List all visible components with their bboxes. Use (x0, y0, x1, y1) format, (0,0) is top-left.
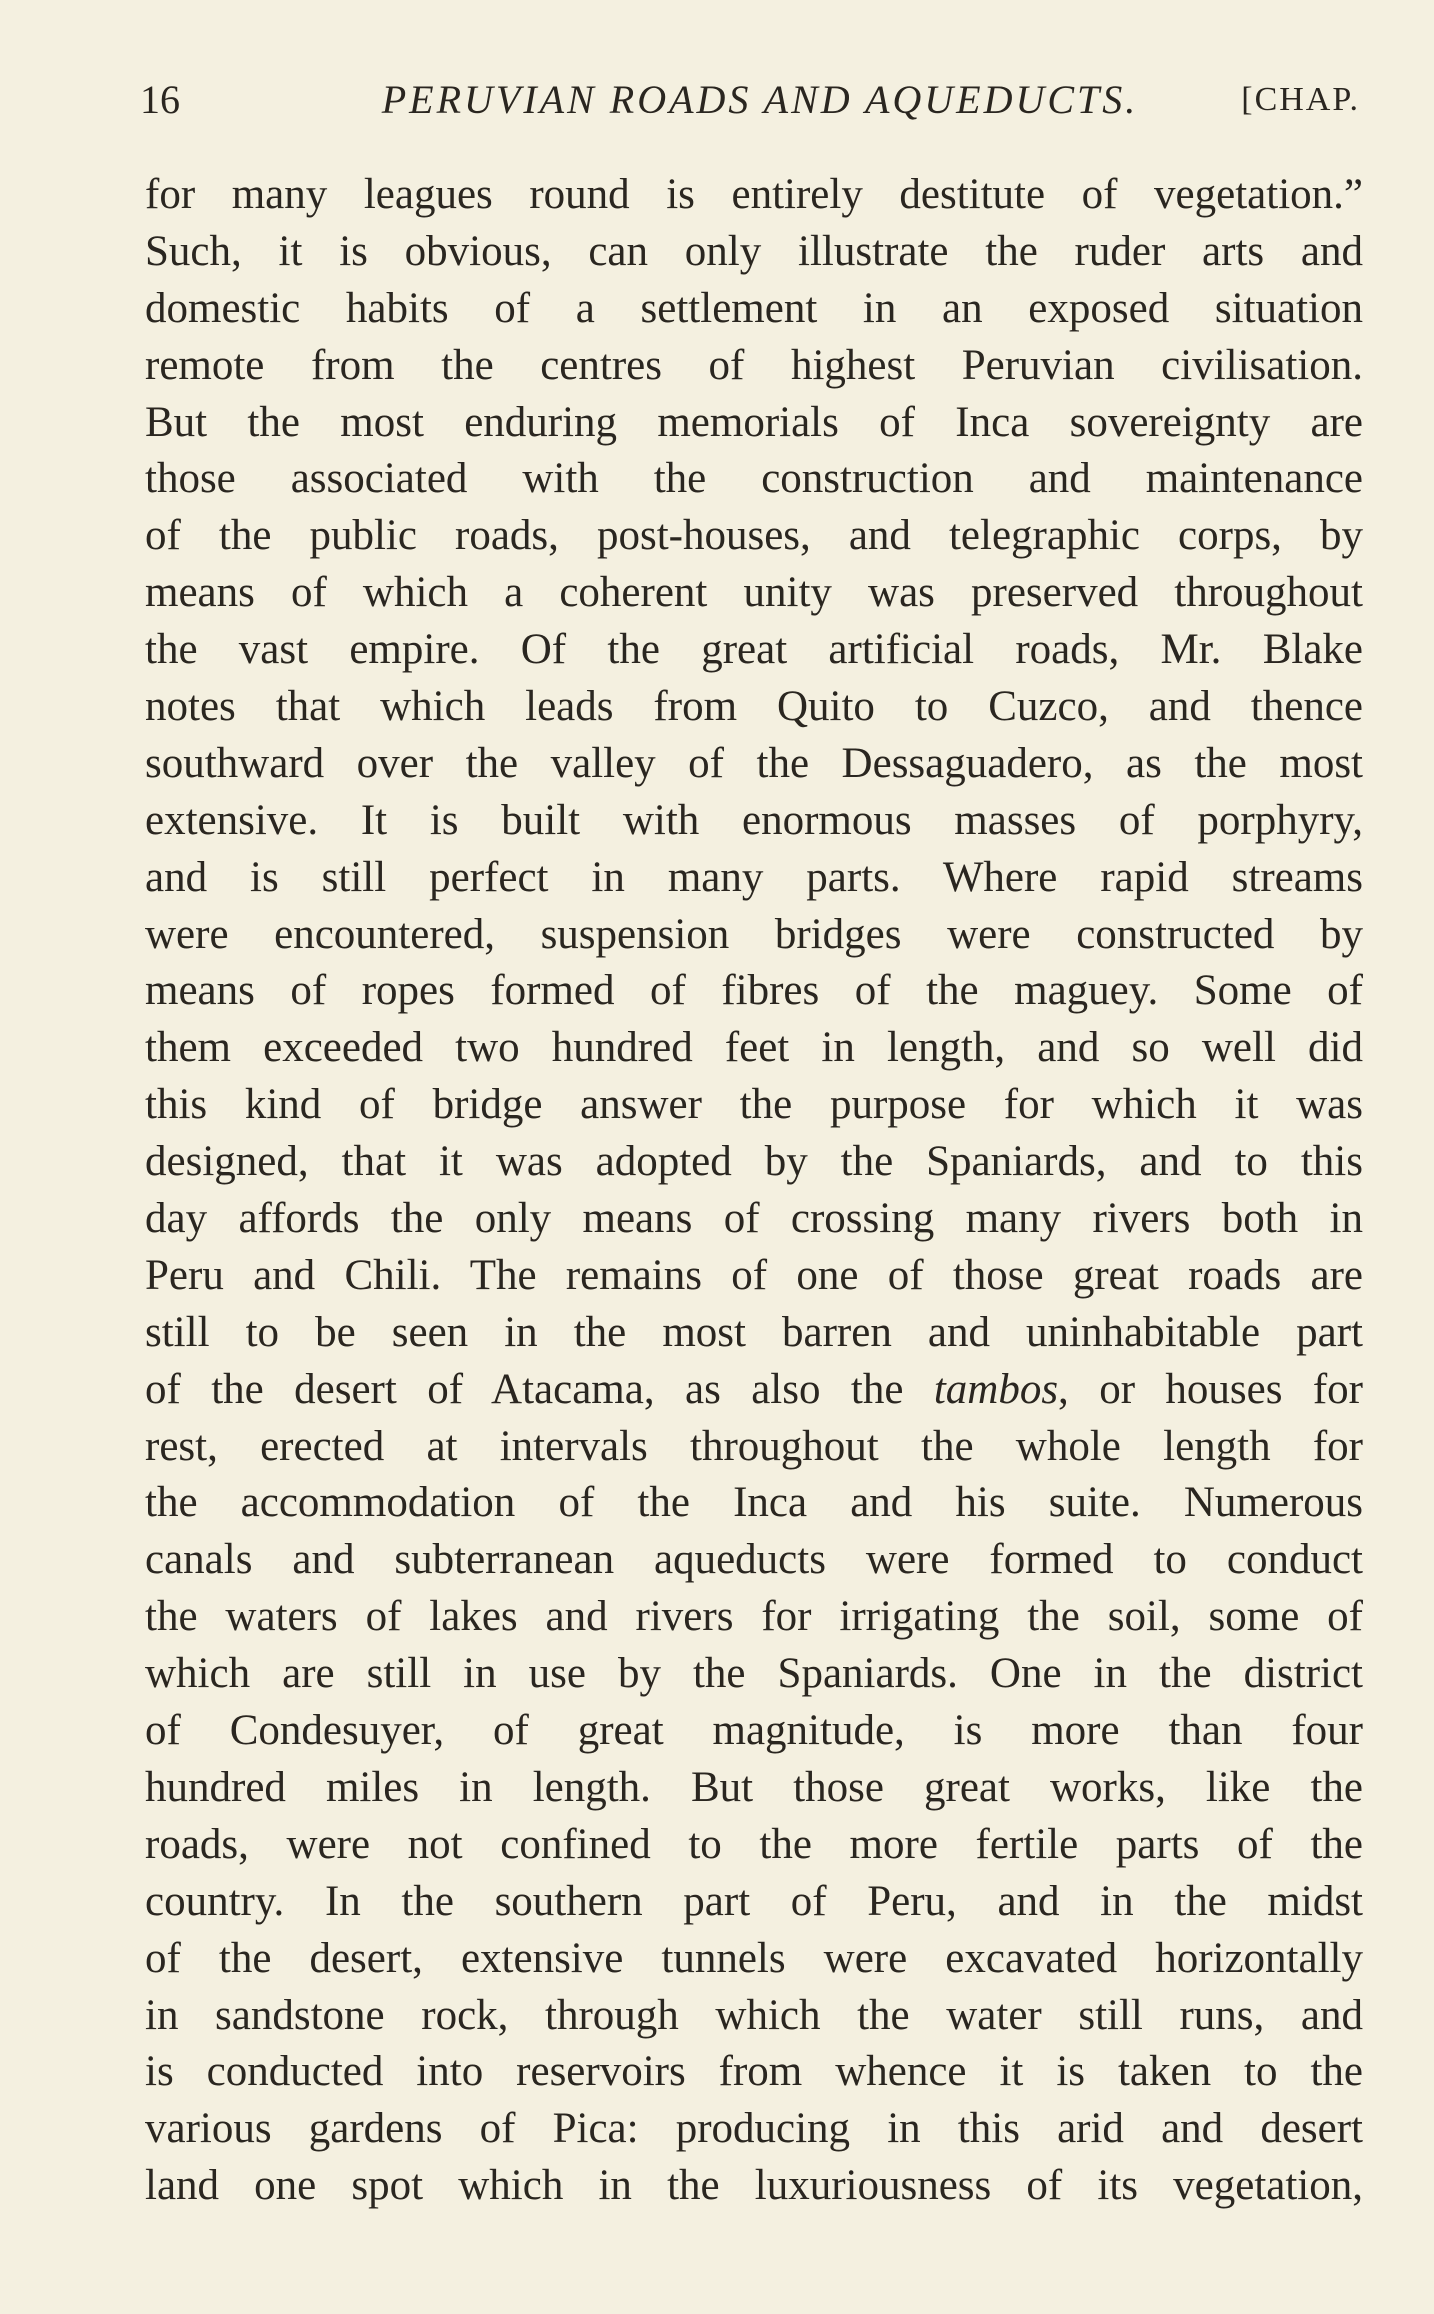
text-segment: , or houses for (1058, 1365, 1363, 1413)
text-line: of the desert, extensive tunnels were excavated horizontally (145, 1934, 1363, 1982)
text-line: notes that which leads from Quito to Cuzco, and thence (145, 683, 1363, 731)
text-line: the accommodation of the Inca and his suite. Numerous (145, 1479, 1363, 1527)
text-segment: of the desert of Atacama, as also the (145, 1365, 904, 1413)
text-line: still to be seen in the most barren and uninhabitable part (145, 1308, 1363, 1356)
text-line: designed, that it was adopted by the Spaniards, and to this (145, 1138, 1363, 1186)
text-line: and is still perfect in many parts. Where rapid streams (145, 853, 1363, 901)
text-line: of the public roads, post-houses, and telegraphic corps, by (145, 512, 1363, 560)
text-line: canals and subterranean aqueducts were formed to conduct (145, 1536, 1363, 1584)
body-text (145, 167, 1363, 2215)
text-line-with-italic (145, 1362, 1363, 1419)
text-line: hundred miles in length. But those great works, like the (145, 1763, 1363, 1811)
running-head (140, 70, 1360, 130)
text-line: domestic habits of a settlement in an exposed situation (145, 284, 1363, 332)
text-line: roads, were not confined to the more fertile parts of the (145, 1820, 1363, 1868)
text-line: this kind of bridge answer the purpose for which it was (145, 1081, 1363, 1129)
text-line: country. In the southern part of Peru, and in the midst (145, 1877, 1363, 1925)
text-line: various gardens of Pica: producing in this arid and desert (145, 2105, 1363, 2153)
running-title: PERUVIAN ROADS AND AQUEDUCTS. (381, 77, 1139, 122)
text-line: means of ropes formed of fibres of the maguey. Some of (145, 967, 1363, 1015)
text-line: of Condesuyer, of great magnitude, is more than four (145, 1707, 1363, 1755)
text-line: extensive. It is built with enormous masses of porphyry, (145, 796, 1363, 844)
text-line: in sandstone rock, through which the water still runs, and (145, 1991, 1363, 2039)
text-line: the vast empire. Of the great artificial roads, Mr. Blake (145, 626, 1363, 674)
text-line: for many leagues round is entirely destitute of vegetation.” (145, 171, 1363, 218)
text-line: remote from the centres of highest Peruvian civilisation. (145, 341, 1363, 389)
text-line: day affords the only means of crossing many rivers both in (145, 1195, 1363, 1243)
text-line: southward over the valley of the Dessaguadero, as the most (145, 739, 1363, 787)
text-line: But the most enduring memorials of Inca sovereignty are (145, 398, 1363, 446)
text-line: land one spot which in the luxuriousness of its vegetation, (145, 2162, 1363, 2210)
text-line: those associated with the construction and maintenance (145, 455, 1363, 503)
italic-term-tambos: tambos (933, 1365, 1059, 1413)
text-line: Such, it is obvious, can only illustrate the ruder arts and (145, 227, 1363, 275)
text-line: rest, erected at intervals throughout the whole length for (145, 1422, 1363, 1470)
text-line: were encountered, suspension bridges were constructed by (145, 910, 1363, 958)
text-line: the waters of lakes and rivers for irrigating the soil, some of (145, 1593, 1363, 1641)
text-line: means of which a coherent unity was preserved throughout (145, 569, 1363, 617)
page-number: 16 (140, 77, 180, 122)
text-line: is conducted into reservoirs from whence it is taken to the (145, 2048, 1363, 2096)
chapter-mark: [CHAP. (1241, 81, 1360, 118)
text-line: Peru and Chili. The remains of one of those great roads are (145, 1251, 1363, 1299)
text-line: them exceeded two hundred feet in length, and so well did (145, 1024, 1363, 1072)
text-line: which are still in use by the Spaniards. One in the district (145, 1650, 1363, 1698)
